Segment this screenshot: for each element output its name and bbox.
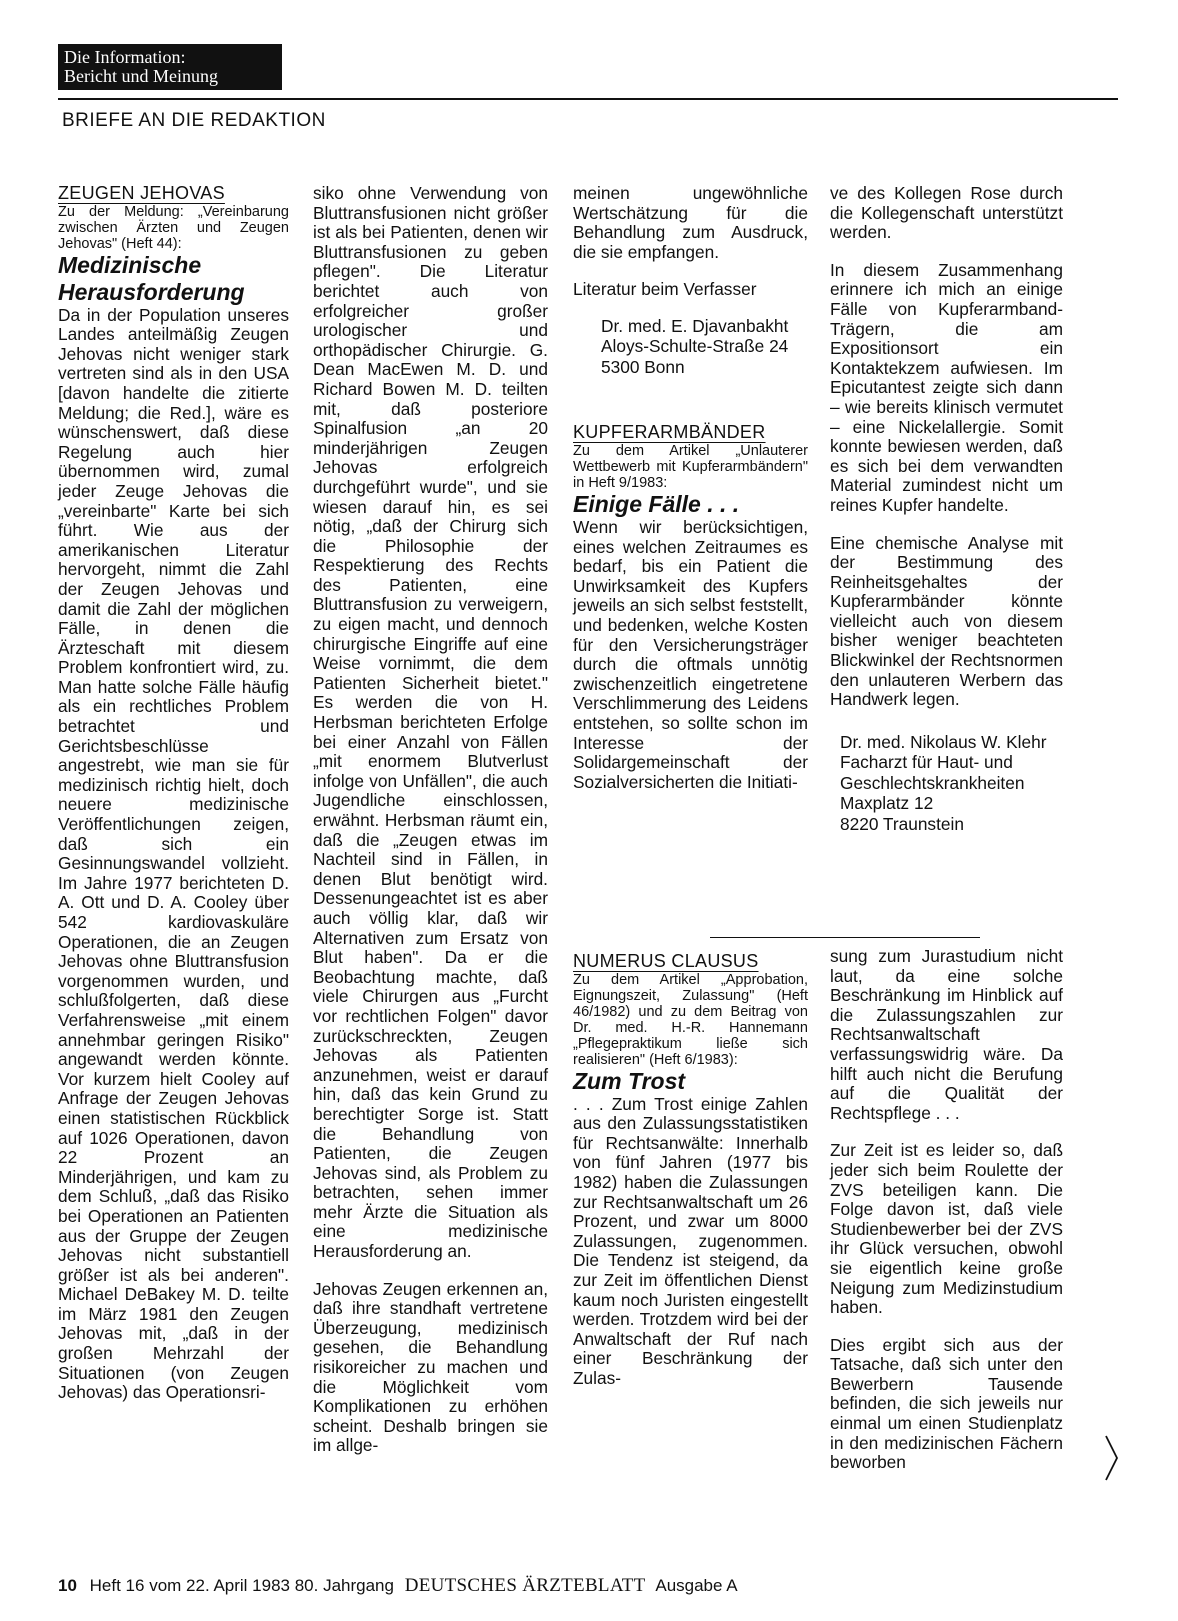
- letter3-body-part4: Dies ergibt sich aus der Tatsache, daß sich unter den Bewerbern Tausende befinden, die sich jeweils nur einmal um einen Studienplatz in den medizinischen Fächern beworben: [830, 1334, 1063, 1473]
- signature-line: Facharzt für Haut- und: [840, 752, 1013, 773]
- section-heading-kupferarmbaender: KUPFERARMBÄNDER: [573, 422, 766, 443]
- issue-info: Heft 16 vom 22. April 1983 80. Jahrgang: [89, 1576, 394, 1595]
- page-footer: [58, 1575, 738, 1597]
- letter2-body-part1: Wenn wir berücksichtigen, eines welchen Zeitraumes es bedarf, bis ein Patient die Unwirksamkeit des Kupfers jeweils an sich selbst feststellt, und bedenken, welche Kosten für den Versicherungsträger durch die oftmals unnötig zwischenzeitlich eingetretene Verschlimmerung des Leidens entstehen, so sollte schon im Interesse der Solidargemeinschaft der Sozialversicherten die Initiati-: [573, 517, 808, 792]
- letter3-reference: Zu dem Artikel „Approbation, Eignungszeit, Zulassung" (Heft 46/1982) und zu dem Beitrag von Dr. med. H.-R. Hannemann „Pflegepraktikum ließe sich realisieren" (Heft 6/1983):: [573, 971, 808, 1068]
- column-4-upper: [830, 184, 1063, 834]
- signature-line: 8220 Traunstein: [840, 813, 964, 834]
- rubric-title: BRIEFE AN DIE REDAKTION: [62, 110, 326, 131]
- continued-arrow-icon: [1104, 1434, 1120, 1482]
- letter2-signature: [840, 732, 1063, 835]
- letter2-reference: Zu dem Artikel „Unlauterer Wettbewerb mit Kupferarmbändern" in Heft 9/1983:: [573, 443, 808, 492]
- letter1-body-part3: Jehovas Zeugen erkennen an, daß ihre standhaft vertretene Überzeugung, medizinisch gesehen, die Behandlung risikoreicher zu machen und die Möglichkeit vom Komplikationen zu erhöhen scheint. Deshalb bringen sie im allge-: [313, 1278, 548, 1456]
- letter1-body-part1: Da in der Population unseres Landes anteilmäßig Zeugen Jehovas nicht weniger stark vertreten sind als in den USA [davon handelte die zitierte Meldung; die Red.], wäre es wünschenswert, daß diese Regelung auch hier übernommen wird, zumal jeder Zeuge Jehovas die „vereinbarte" Karte bei sich führt. Wie aus der amerikanischen Literatur hervorgeht, nimmt die Zahl der Zeugen Jehovas und damit die Zahl der möglichen Fälle, in denen die Ärzteschaft mit diesem Problem konfrontiert wird, zu. Man hatte solche Fälle häufig als ein rechtliches Problem betrachtet und Gerichtsbeschlüsse angestrebt, wie man sie für medizinisch richtig hielt, doch neuere medizinische Veröffentlichungen zeigen, daß sich ein Gesinnungswandel vollzieht. Im Jahre 1977 berichteten D. A. Ott und D. A. Cooley über 542 kardiovaskuläre Operationen, die an Zeugen Jehovas ohne Bluttransfusion vorgenommen wurden, und schlußfolgerten, daß diese Verfahrensweise „mit einem annehmbar geringen Risiko" angewandt werden könnte. Vor kurzem hielt Cooley auf Anfrage der Zeugen Jehovas einen statistischen Rückblick auf 1026 Operationen, davon 22 Prozent an Minderjährigen, und kam zu dem Schluß, „daß das Risiko bei Operationen an Patienten aus der Gruppe der Zeugen Jehovas nicht substantiell größer ist als bei anderen". Michael DeBakey M. D. teilte im März 1981 den Zeugen Jehovas mit, „daß in der großen Mehrzahl der Situationen (von Zeugen Jehovas) das Operationsri-: [58, 304, 289, 1403]
- signature-line: Aloys-Schulte-Straße 24: [601, 336, 789, 357]
- column-1: [58, 184, 289, 1403]
- letter3-headline: Zum Trost: [573, 1067, 686, 1094]
- letter2-body-part2: ve des Kollegen Rose durch die Kollegenschaft unterstützt werden.: [830, 183, 1063, 243]
- letter1-signature: [601, 316, 808, 378]
- letter3-body-part3: Zur Zeit ist es leider so, daß jeder sich beim Roulette der ZVS beteiligen kann. Die Folge davon ist, daß viele Studienbewerber bei der ZVS ihr Glück versuchen, obwohl sie eigentlich keine große Neigung zum Medizinstudium haben.: [830, 1140, 1063, 1318]
- header-rule: [58, 98, 1118, 100]
- column-3-lower: [573, 952, 808, 1389]
- signature-line: Geschlechtskrankheiten: [840, 772, 1025, 793]
- letter1-body-part2: siko ohne Verwendung von Bluttransfusionen nicht größer ist als bei Patienten, denen wir Bluttransfusionen zu geben pflegen". Die Literatur berichtet auch von erfolgreicher großer urologischer und orthopädischer Chirurgie. G. Dean MacEwen M. D. und Richard Bowen M. D. teilten mit, daß posteriore Spinalfusion „an 20 minderjährigen Zeugen Jehovas erfolgreich durchgeführt wurde", und sie wiesen darauf hin, es sei nötig, „daß der Chirurg sich die Philosophie der Respektierung des Rechts des Patienten, eine Bluttransfusion zu verweigern, zu eigen macht, und dennoch chirurgische Eingriffe auf eine Weise vornimmt, die dem Patienten Sicherheit bietet." Es werden die von H. Herbsman berichteten Erfolge bei einer Anzahl von Fällen „mit enormem Blutverlust infolge von Unfällen", die auch Jugendliche einschlossen, erwähnt. Herbsman räumt ein, daß die „Zeugen etwas im Nachteil sind in Fällen, in denen Blut benötigt wird. Dessenungeachtet ist es aber auch völlig klar, daß wir Alternativen zum Ersatz von Blut haben". Da er die Beobachtung machte, daß viele Chirurgen aus „Furcht vor rechtlichen Folgen" davor zurückschreckten, Zeugen Jehovas als Patienten anzunehmen, weist er darauf hin, daß das kein Grund zu berechtigter Sorge ist. Statt die Behandlung von Patienten, die Zeugen Jehovas sind, als Problem zu betrachten, sehen immer mehr Ärzte die Situation als eine medizinische Herausforderung an.: [313, 183, 548, 1262]
- letter3-body-part1: . . . Zum Trost einige Zahlen aus den Zulassungsstatistiken für Rechtsanwälte: Innerhalb von fünf Jahren (1977 bis 1982) haben die Zulassungen zur Rechtsanwaltschaft um 26 Prozent, und zwar um 8000 Zulassungen, zugenommen. Die Tendenz ist steigend, da zur Zeit im öffentlichen Dienst kaum noch Juristen eingestellt werden. Trotzdem wird bei der Anwaltschaft der Ruf nach einer Beschränkung der Zulas-: [573, 1093, 808, 1388]
- badge-line-2: Bericht und Meinung: [64, 66, 218, 86]
- letter2-headline: Einige Fälle . . .: [573, 491, 740, 518]
- edition-label: Ausgabe A: [655, 1576, 738, 1595]
- column-4-lower: [830, 947, 1063, 1473]
- letter1-reference: Zu der Meldung: „Vereinbarung zwischen Ärzten und Zeugen Jehovas" (Heft 44):: [58, 203, 289, 252]
- signature-line: 5300 Bonn: [601, 356, 685, 377]
- signature-line: Maxplatz 12: [840, 793, 934, 814]
- journal-masthead: DEUTSCHES ÄRZTEBLATT: [404, 1575, 646, 1596]
- letter3-body-part2: sung zum Jurastudium nicht laut, da eine solche Beschränkung im Hinblick auf die Zulassungszahlen zur Rechtsanwaltschaft verfassungswidrig wäre. Da hilft auch nicht die Berufung auf die Qualität der Rechtspflege . . .: [830, 946, 1063, 1123]
- letter2-body-part3: In diesem Zusammenhang erinnere ich mich an einige Fälle von Kupferarmband-Trägern, die am Expositionsort ein Kontaktekzem aufwiesen. Im Epicutantest zeigte sich dann – wie bereits klinisch vermutet – eine Nickelallergie. Somit konnte bewiesen werden, daß es sich bei dem verwandten Material zumindest nicht um reines Kupfer handelte.: [830, 259, 1063, 515]
- signature-line: Dr. med. Nikolaus W. Klehr: [840, 731, 1047, 752]
- page-number: 10: [58, 1576, 77, 1595]
- section-separator: [710, 937, 980, 938]
- badge-line-1: Die Information:: [64, 47, 186, 67]
- letter1-headline: Medizinische Herausforderung: [58, 251, 245, 305]
- letter1-body-part4: meinen ungewöhnliche Wertschätzung für die Behandlung zum Ausdruck, die sie empfangen.: [573, 183, 808, 262]
- column-3-upper: [573, 184, 808, 792]
- letter2-body-part4: Eine chemische Analyse mit der Bestimmung des Reinheitsgehaltes der Kupferarmbänder könnte vielleicht auch von diesem bisher weniger beachteten Blickwinkel der Rechtsnormen den unlauteren Werbern das Handwerk legen.: [830, 532, 1063, 710]
- column-2: [313, 184, 548, 1456]
- letter1-literature-note: Literatur beim Verfasser: [573, 279, 757, 300]
- department-badge: [58, 44, 282, 90]
- section-heading-numerus-clausus: NUMERUS CLAUSUS: [573, 951, 759, 971]
- section-heading-zeugen-jehovas: ZEUGEN JEHOVAS: [58, 183, 225, 203]
- signature-line: Dr. med. E. Djavanbakht: [601, 315, 789, 336]
